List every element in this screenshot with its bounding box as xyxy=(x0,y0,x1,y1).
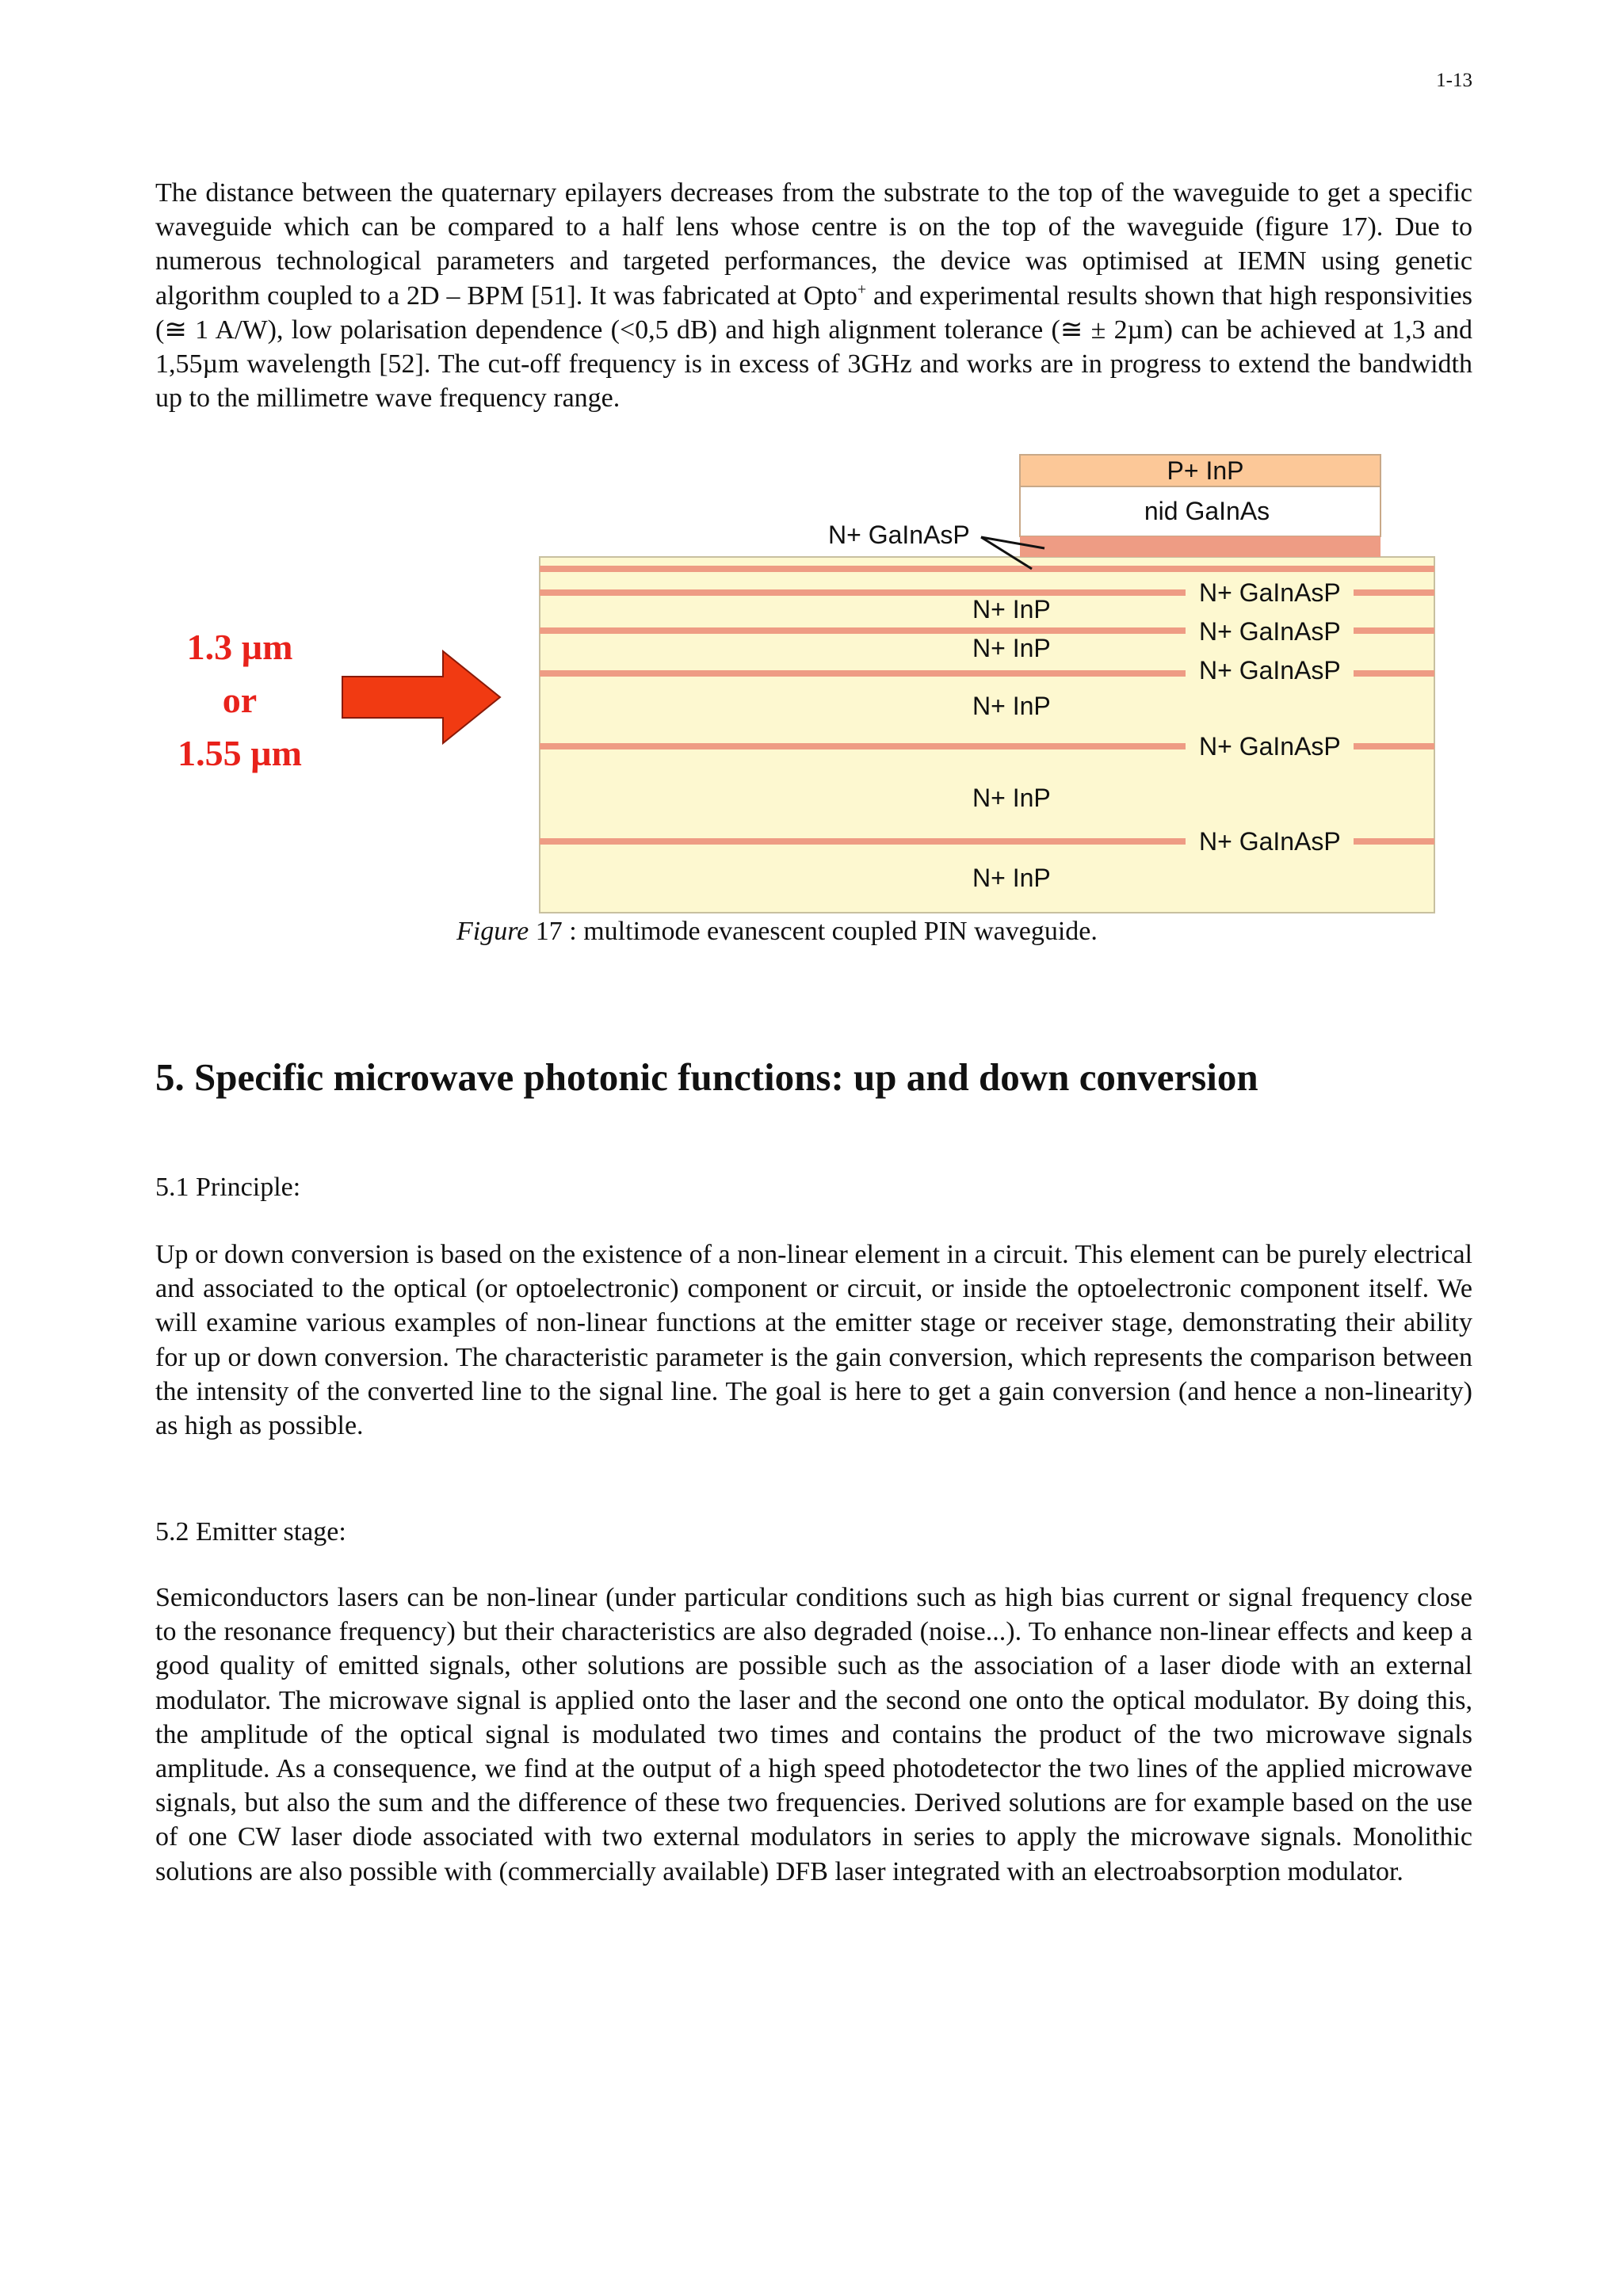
mesa-gainasp-layer xyxy=(1020,536,1381,557)
caption-figure-word: Figure xyxy=(456,917,529,946)
gainasp-label: N+ GaInAsP xyxy=(1199,732,1341,761)
gainasp-label: N+ GaInAsP xyxy=(1199,656,1341,685)
gainasp-label: N+ GaInAsP xyxy=(1199,827,1341,856)
waveguide-diagram xyxy=(0,0,1623,951)
principle-paragraph: Up or down conversion is based on the existence of a non-linear element in a circuit. This element can be purely electrical and associated to the optical (or optoelectronic) component or circuit, or inside the optoelectronic component itself. We will examine various examples of non-linear functions at the emitter stage or receiver stage, demonstrating their ability for up or down conversion. The characteristic parameter is the gain conversion, which represents the comparison between the intensity of the converted line to the signal line. The goal is here to get a gain conversion (and hence a non-linearity) as high as possible. xyxy=(155,1240,1472,1441)
nid-gainas-label: nid GaInAs xyxy=(1144,497,1270,525)
gainasp-layer xyxy=(540,566,1434,572)
wavelength-label-or: or xyxy=(222,680,258,720)
wavelength-label-2: 1.55 µm xyxy=(178,733,302,773)
caption-text: 17 : multimode evanescent coupled PIN waveguide. xyxy=(529,917,1098,946)
inp-label: N+ InP xyxy=(972,634,1051,662)
emitter-paragraph: Semiconductors lasers can be non-linear (under particular conditions such as high bias current or signal frequency close to the resonance frequency) but their characteristics are also degraded (noise...). To enhance non-linear effects and keep a good quality of emitted signals, other solutions are possible such as the association of a laser diode with an external modulator. The microwave signal is applied onto the laser and the second one onto the optical modulator. By doing this, the amplitude of the optical signal is modulated two times and contains the product of the two microwave signals amplitude. As a consequence, we find at the output of a high speed photodetector the two lines of the applied microwave signals, but also the sum and the difference of these two frequencies. Derived solutions are for example based on the use of one CW laser diode associated with two external modulators in series to apply the microwave signals. Monolithic solutions are also possible with (commercially available) DFB laser integrated with an electroabsorption modulator. xyxy=(155,1583,1472,1886)
intro-text-a: The distance between the quaternary epilayers decreases from the substrate to the top of the waveguide to get a specific waveguide which can be compared to a half lens whose centre is on the top of the waveguide (figure 17). Due to numerous technological parameters and targeted performances, the device was optimised at IEMN using genetic algorithm coupled to a 2D – BPM [51]. It was fabricated at Opto xyxy=(155,178,1472,311)
inp-label: N+ InP xyxy=(972,595,1051,624)
gainasp-label: N+ GaInAsP xyxy=(1199,617,1341,646)
page-number: 1-13 xyxy=(1436,70,1472,91)
pointer-gainasp-label: N+ GaInAsP xyxy=(828,521,970,549)
inp-label: N+ InP xyxy=(972,692,1051,720)
gainasp-label: N+ GaInAsP xyxy=(1199,578,1341,607)
inp-label: N+ InP xyxy=(972,864,1051,892)
intro-text-b: and experimental results shown that high responsivities (≅ 1 A/W), low polarisation dependence (<0,5 dB) and high alignment tolerance (≅ ± 2µm) can be achieved at 1,3 and 1,55µm wavelength [52]. The cut-off frequency is in excess of 3GHz and works are in progress to extend the bandwidth up to the millimetre wave frequency range. xyxy=(155,280,1472,414)
light-input-arrow xyxy=(342,651,500,743)
subsection-emitter: 5.2 Emitter stage: xyxy=(155,1517,346,1547)
inp-label: N+ InP xyxy=(972,784,1051,812)
p-inp-label: P+ InP xyxy=(1167,456,1244,485)
superscript-plus: + xyxy=(857,280,867,299)
section-title: 5. Specific microwave photonic functions: up and down conversion xyxy=(155,1055,1258,1099)
subsection-principle: 5.1 Principle: xyxy=(155,1173,301,1202)
figure-caption xyxy=(456,915,1098,948)
wavelength-label-1: 1.3 µm xyxy=(186,627,293,667)
